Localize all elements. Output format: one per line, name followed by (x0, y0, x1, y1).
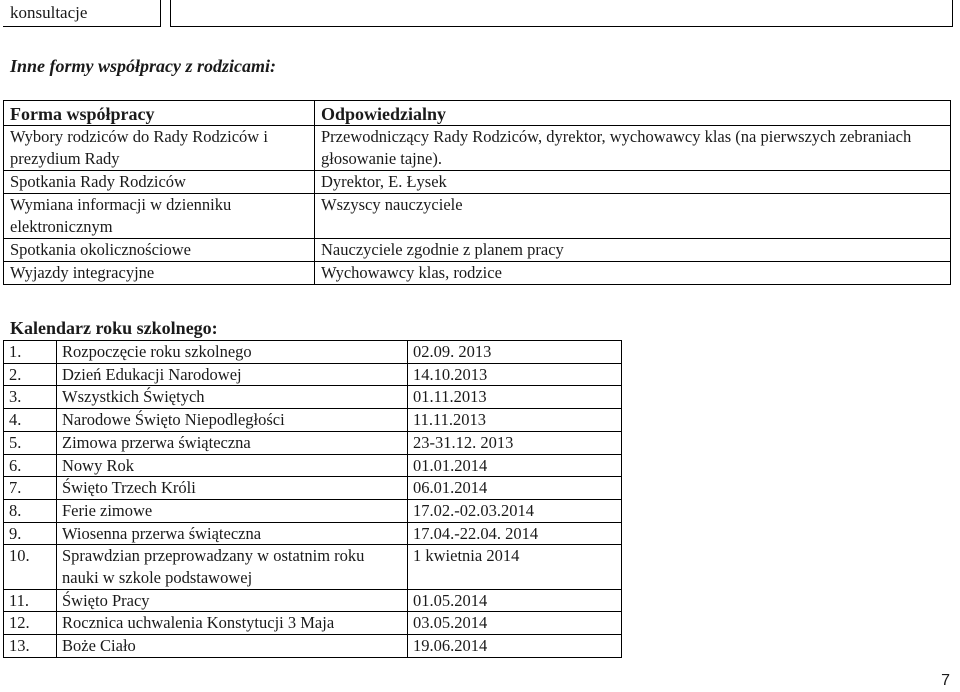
cooperation-table (3, 100, 951, 285)
event-date: 06.01.2014 (408, 477, 622, 500)
event-date: 02.09. 2013 (408, 341, 622, 364)
table-row (4, 499, 622, 522)
event-date: 17.04.-22.04. 2014 (408, 522, 622, 545)
table-row (4, 545, 622, 589)
responsible-cell: Wychowawcy klas, rodzice (315, 262, 951, 285)
table-row (4, 341, 622, 364)
event-name: Wszystkich Świętych (57, 386, 408, 409)
table-row (4, 431, 622, 454)
event-name: Nowy Rok (57, 454, 408, 477)
form-cell: Spotkania Rady Rodziców (4, 171, 315, 194)
table-row (4, 386, 622, 409)
header-responsible: Odpowiedzialny (315, 101, 951, 126)
table-row (4, 239, 951, 262)
previous-table-cell-right (170, 0, 953, 27)
event-number: 9. (4, 522, 57, 545)
event-number: 5. (4, 431, 57, 454)
event-number: 4. (4, 409, 57, 432)
responsible-cell: Przewodniczący Rady Rodziców, dyrektor, wychowawcy klas (na pierwszych zebraniach głosowanie tajne). (315, 126, 951, 171)
event-name: Boże Ciało (57, 635, 408, 658)
event-number: 8. (4, 499, 57, 522)
table-row (4, 262, 951, 285)
form-cell: Wyjazdy integracyjne (4, 262, 315, 285)
event-date: 19.06.2014 (408, 635, 622, 658)
event-number: 7. (4, 477, 57, 500)
event-name: Narodowe Święto Niepodległości (57, 409, 408, 432)
event-name: Zimowa przerwa świąteczna (57, 431, 408, 454)
event-date: 03.05.2014 (408, 612, 622, 635)
table-row (4, 409, 622, 432)
page-number: 7 (941, 672, 950, 689)
table-row (4, 522, 622, 545)
form-cell: Wybory rodziców do Rady Rodziców i prezydium Rady (4, 126, 315, 171)
event-number: 6. (4, 454, 57, 477)
school-calendar-table (3, 340, 622, 658)
table-row (4, 635, 622, 658)
event-name: Święto Pracy (57, 589, 408, 612)
responsible-cell: Dyrektor, E. Łysek (315, 171, 951, 194)
table-header-row (4, 101, 951, 126)
event-number: 2. (4, 363, 57, 386)
event-date: 14.10.2013 (408, 363, 622, 386)
table-row (4, 171, 951, 194)
responsible-cell: Wszyscy nauczyciele (315, 194, 951, 239)
event-name: Sprawdzian przeprowadzany w ostatnim roku nauki w szkole podstawowej (57, 545, 408, 589)
table-row (4, 589, 622, 612)
table-row (4, 126, 951, 171)
event-name: Wiosenna przerwa świąteczna (57, 522, 408, 545)
event-date: 01.05.2014 (408, 589, 622, 612)
event-date: 1 kwietnia 2014 (408, 545, 622, 589)
responsible-cell: Nauczyciele zgodnie z planem pracy (315, 239, 951, 262)
event-number: 10. (4, 545, 57, 589)
event-date: 11.11.2013 (408, 409, 622, 432)
event-date: 17.02.-02.03.2014 (408, 499, 622, 522)
event-name: Ferie zimowe (57, 499, 408, 522)
table-row (4, 454, 622, 477)
event-date: 01.11.2013 (408, 386, 622, 409)
table-row (4, 477, 622, 500)
header-form: Forma współpracy (4, 101, 315, 126)
event-name: Rocznica uchwalenia Konstytucji 3 Maja (57, 612, 408, 635)
section-title-cooperation: Inne formy współpracy z rodzicami: (10, 56, 277, 76)
previous-table-fragment: konsultacje (10, 3, 88, 22)
event-name: Dzień Edukacji Narodowej (57, 363, 408, 386)
table-row (4, 194, 951, 239)
event-number: 1. (4, 341, 57, 364)
event-date: 01.01.2014 (408, 454, 622, 477)
event-name: Święto Trzech Króli (57, 477, 408, 500)
event-date: 23-31.12. 2013 (408, 431, 622, 454)
section-title-calendar: Kalendarz roku szkolnego: (10, 318, 218, 338)
form-cell: Spotkania okolicznościowe (4, 239, 315, 262)
event-number: 11. (4, 589, 57, 612)
event-name: Rozpoczęcie roku szkolnego (57, 341, 408, 364)
form-cell: Wymiana informacji w dzienniku elektronicznym (4, 194, 315, 239)
event-number: 13. (4, 635, 57, 658)
table-row (4, 612, 622, 635)
event-number: 12. (4, 612, 57, 635)
event-number: 3. (4, 386, 57, 409)
table-row (4, 363, 622, 386)
